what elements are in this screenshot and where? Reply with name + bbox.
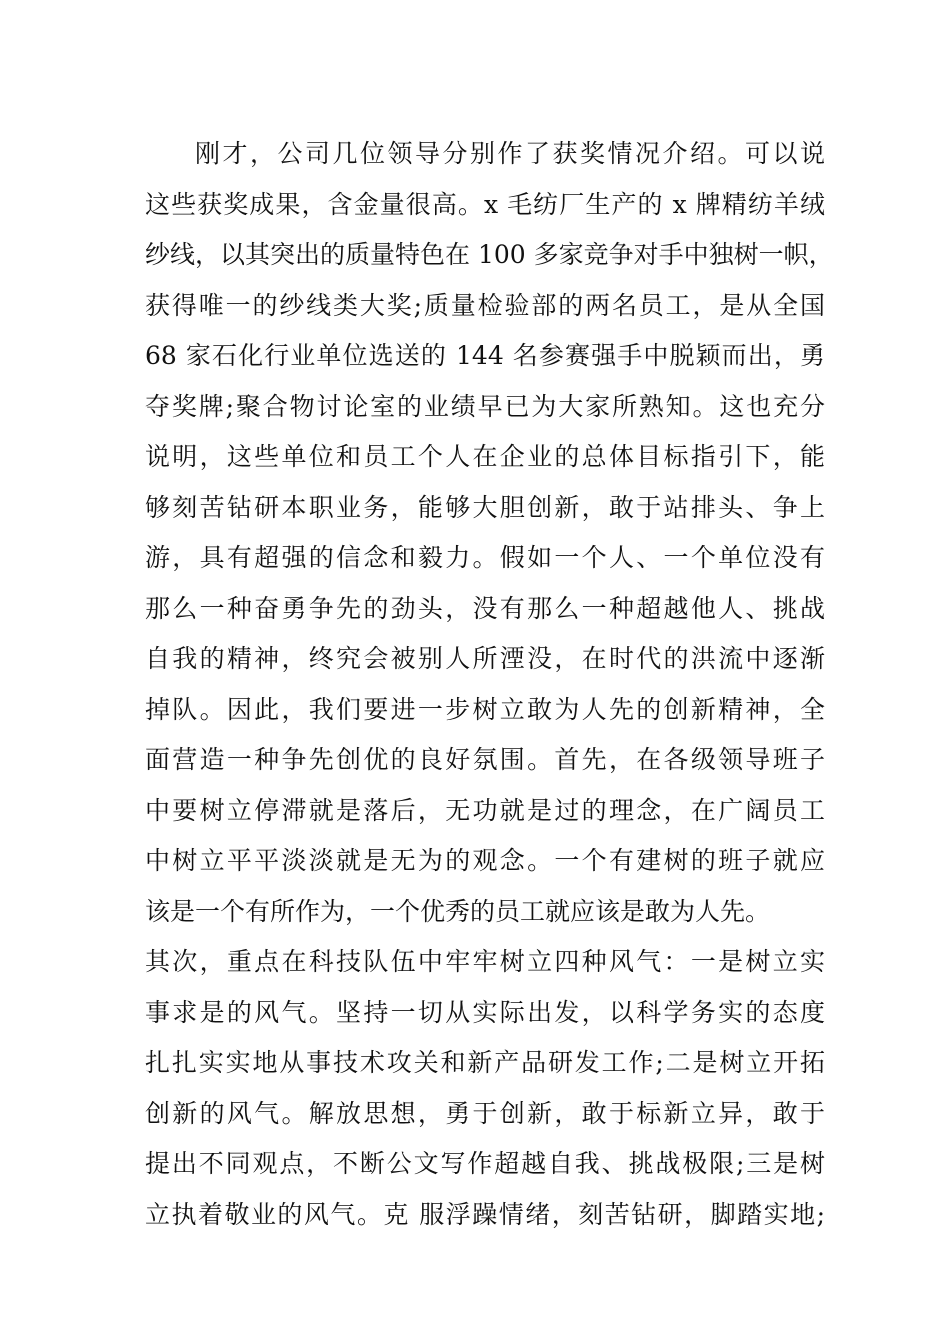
paragraph-line: 提出不同观点，不断公文写作超越自我、挑战极限;三是树: [145, 1149, 825, 1178]
paragraph-line: 面营造一种争先创优的良好氛围。首先，在各级领导班子: [145, 745, 825, 774]
paragraph-line: 游，具有超强的信念和毅力。假如一个人、一个单位没有: [145, 543, 825, 572]
body-paragraph: [145, 129, 834, 1240]
paragraph-line: 获得唯一的纱线类大奖;质量检验部的两名员工，是从全国: [145, 290, 825, 320]
paragraph-line: 夺奖牌;聚合物讨论室的业绩早已为大家所熟知。这也充分: [145, 391, 825, 421]
paragraph-line: 创新的风气。解放思想，勇于创新，敢于标新立异，敢于: [145, 1098, 825, 1128]
paragraph-line: 刚才，公司几位领导分别作了获奖情况介绍。可以说: [195, 139, 825, 168]
paragraph-line: 立执着敬业的风气。克 服浮躁情绪，刻苦钻研，脚踏实地;: [145, 1199, 825, 1229]
paragraph-line: 中树立平平淡淡就是无为的观念。一个有建树的班子就应: [145, 846, 825, 875]
paragraph-line: 说明，这些单位和员工个人在企业的总体目标指引下，能: [145, 442, 825, 471]
paragraph-line: 那么一种奋勇争先的劲头，没有那么一种超越他人、挑战: [145, 593, 825, 623]
paragraph-line: 事求是的风气。坚持一切从实际出发，以科学务实的态度: [145, 997, 825, 1027]
paragraph-line: 中要树立停滞就是落后，无功就是过的理念，在广阔员工: [145, 795, 825, 825]
paragraph-line: 够刻苦钻研本职业务，能够大胆创新，敢于站排头、争上: [145, 492, 825, 522]
paragraph-line: 这些获奖成果，含金量很高。x 毛纺厂生产的 x 牌精纺羊绒: [145, 189, 825, 219]
paragraph-line: 68 家石化行业单位选送的 144 名参赛强手中脱颖而出，勇: [145, 341, 825, 370]
paragraph-line: 其次，重点在科技队伍中牢牢树立四种风气：一是树立实: [145, 947, 825, 976]
paragraph-line: 纱线，以其突出的质量特色在 100 多家竞争对手中独树一帜，: [145, 240, 834, 269]
paragraph-line: 扎扎实实地从事技术攻关和新产品研发工作;二是树立开拓: [145, 1048, 825, 1077]
paragraph-line: 该是一个有所作为，一个优秀的员工就应该是敢为人先。: [145, 896, 771, 926]
paragraph-line: 掉队。因此，我们要进一步树立敢为人先的创新精神，全: [145, 694, 825, 724]
paragraph-line: 自我的精神，终究会被别人所湮没，在时代的洪流中逐渐: [145, 644, 825, 673]
